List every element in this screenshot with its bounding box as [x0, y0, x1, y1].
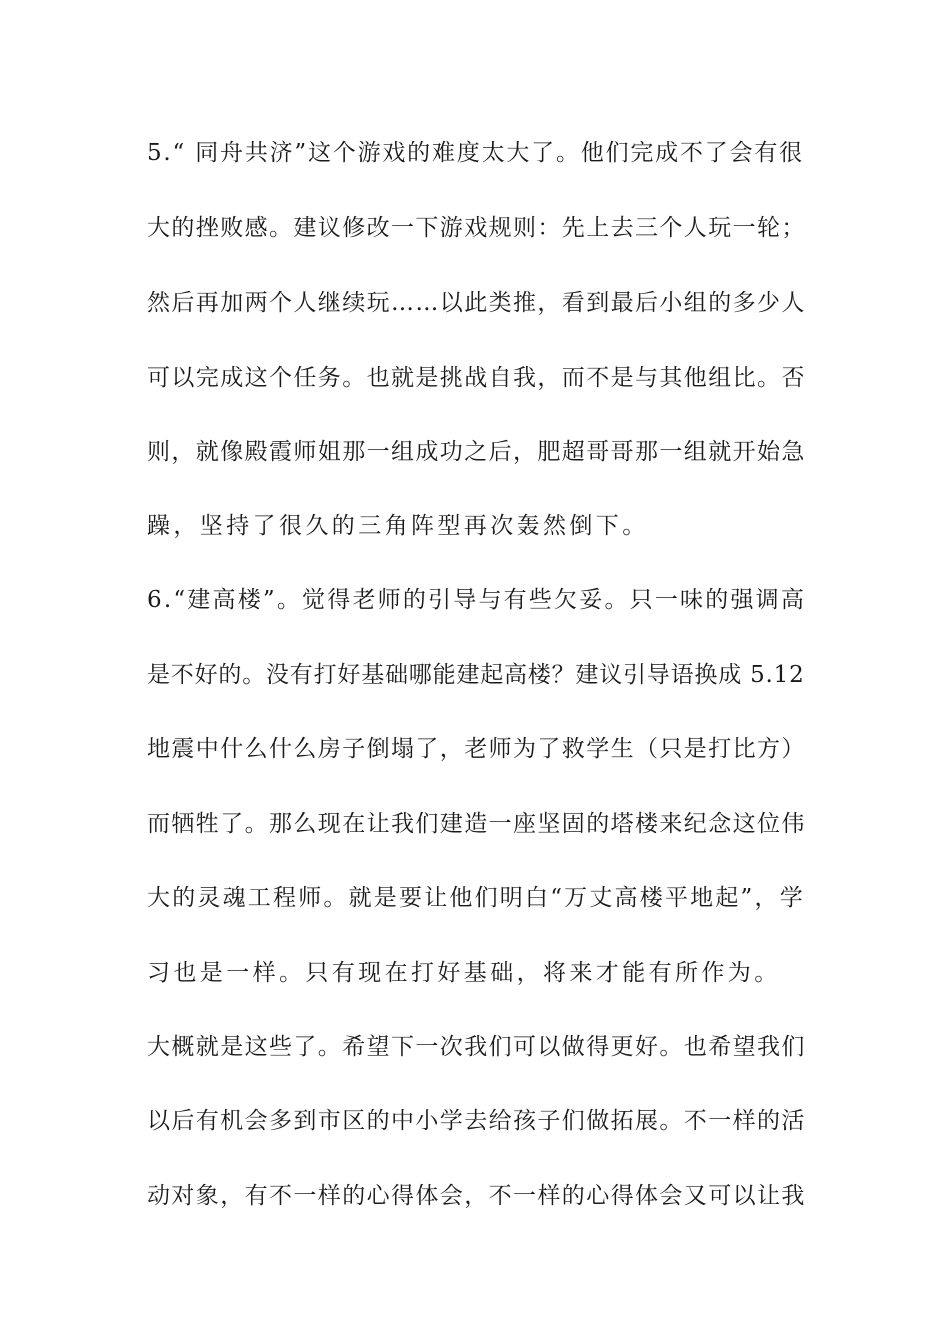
text-line: 大的灵魂工程师。就是要让他们明白“万丈高楼平地起”，学	[147, 885, 805, 911]
text-line: 大概就是这些了。希望下一次我们可以做得更好。也希望我们	[147, 1034, 806, 1060]
text-line: 大的挫败感。建议修改一下游戏规则：先上去三个人玩一轮；	[147, 215, 806, 241]
text-line: 可以完成这个任务。也就是挑战自我，而不是与其他组比。否	[147, 365, 806, 391]
text-line: 则，就像殿霞师姐那一组成功之后，肥超哥哥那一组就开始急	[147, 439, 806, 465]
text-line: 以后有机会多到市区的中小学去给孩子们做拓展。不一样的活	[147, 1108, 806, 1134]
text-line: 5.“ 同舟共济”这个游戏的难度太大了。他们完成不了会有很	[147, 140, 804, 166]
text-line: 而牺牲了。那么现在让我们建造一座坚固的塔楼来纪念这位伟	[147, 811, 806, 837]
text-line: 习也是一样。只有现在打好基础，将来才能有所作为。	[147, 960, 781, 986]
text-line: 6.“建高楼”。觉得老师的引导与有些欠妥。只一味的强调高	[147, 587, 807, 613]
text-line: 动对象，有不一样的心得体会，不一样的心得体会又可以让我	[147, 1183, 806, 1209]
text-line: 地震中什么什么房子倒塌了，老师为了救学生（只是打比方）	[147, 736, 806, 762]
text-line: 躁，坚持了很久的三角阵型再次轰然倒下。	[147, 513, 649, 539]
text-line: 是不好的。没有打好基础哪能建起高楼？建议引导语换成 5.12	[147, 662, 805, 688]
text-line: 然后再加两个人继续玩……以此类推，看到最后小组的多少人	[147, 290, 806, 316]
